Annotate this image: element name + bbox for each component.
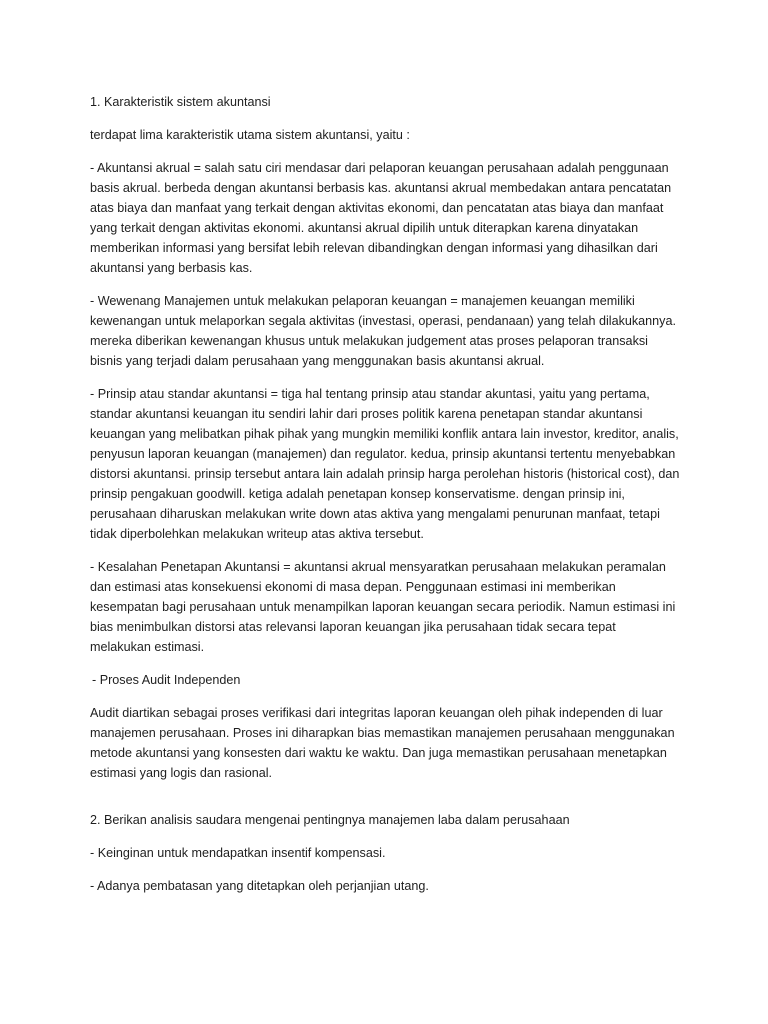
paragraph-prinsip-standar: - Prinsip atau standar akuntansi = tiga hal tentang prinsip atau standar akuntasi, yaitu yang pertama, standar akuntansi keuangan itu sendiri lahir dari proses politik karena penetapan standar akuntansi keuangan yang melibatkan pihak pihak yang mungkin memiliki konflik antara lain investor, kreditor, analis, penyusun laporan keuangan (manajemen) dan regulator. kedua, prinsip akuntansi tertentu menyebabkan distorsi akuntansi. prinsip tersebut antara lain adalah prinsip harga perolehan historis (historical cost), dan prinsip pengakuan goodwill. ketiga adalah penetapan konsep konservatisme. dengan prinsip ini, perusahaan diharuskan melakukan write down atas aktiva yang mengalami penurunan manfaat, tetapi tidak diperbolehkan melakukan writeup atas aktiva tersebut. — [90, 387, 680, 541]
paragraph-akuntansi-akrual: - Akuntansi akrual = salah satu ciri mendasar dari pelaporan keuangan perusahaan adalah penggunaan basis akrual. berbeda dengan akuntansi berbasis kas. akuntansi akrual membedakan antara pencatatan atas biaya dan manfaat yang terkait dengan aktivitas ekonomi, dan pencatatan atas biaya dan manfaat yang terkait dengan aktivitas ekonomi. akuntansi akrual dipilih untuk diterapkan karena dinyatakan memberikan informasi yang bersifat lebih relevan dibandingkan dengan informasi yang dihasilkan dari akuntansi yang berbasis kas. — [90, 161, 672, 275]
paragraph-wewenang-manajemen: - Wewenang Manajemen untuk melakukan pelaporan keuangan = manajemen keuangan memiliki kewenangan untuk melaporkan segala aktivitas (investasi, operasi, pendanaan) yang telah dilakukannya. mereka diberikan kewenangan khusus untuk melakukan judgement atas proses pelaporan transaksi bisnis yang terjadi dalam perusahaan yang menggunakan basis akuntansi akrual. — [90, 294, 676, 368]
audit-heading: - Proses Audit Independen — [92, 673, 241, 687]
section-2-item-1: - Keinginan untuk mendapatkan insentif kompensasi. — [90, 846, 386, 860]
document-body — [90, 92, 680, 909]
section-1-intro: terdapat lima karakteristik utama sistem akuntansi, yaitu : — [90, 128, 410, 142]
paragraph-kesalahan-penetapan: - Kesalahan Penetapan Akuntansi = akuntansi akrual mensyaratkan perusahaan melakukan peramalan dan estimasi atas konsekuensi ekonomi di masa depan. Penggunaan estimasi ini memberikan kesempatan bagi perusahaan untuk menampilkan laporan keuangan secara periodik. Namun estimasi ini bias menimbulkan distorsi atas relevansi laporan keuangan jika perusahaan tidak secara tepat melakukan estimasi. — [90, 560, 676, 654]
section-2-heading: 2. Berikan analisis saudara mengenai pentingnya manajemen laba dalam perusahaan — [90, 813, 570, 827]
paragraph-audit: Audit diartikan sebagai proses verifikasi dari integritas laporan keuangan oleh pihak independen di luar manajemen perusahaan. Proses ini diharapkan bias memastikan manajemen perusahaan menggunakan metode akuntansi yang konsesten dari waktu ke waktu. Dan juga memastikan perusahaan menetapkan estimasi yang logis dan rasional. — [90, 706, 675, 780]
section-2-item-2: - Adanya pembatasan yang ditetapkan oleh perjanjian utang. — [90, 879, 429, 893]
section-1-heading: 1. Karakteristik sistem akuntansi — [90, 95, 271, 109]
